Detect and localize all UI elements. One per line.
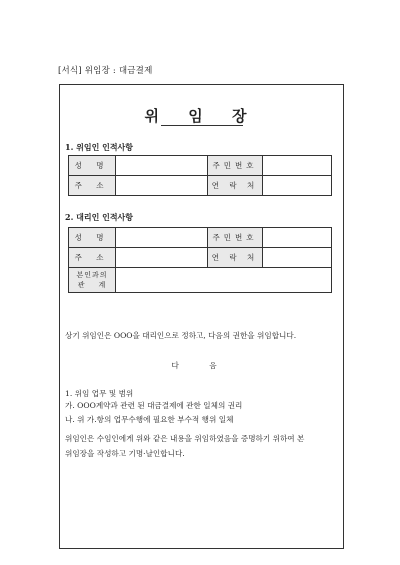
agent-contact-field[interactable] (263, 248, 332, 268)
principal-address-field[interactable] (116, 176, 208, 196)
title-underline (161, 125, 243, 126)
agent-relation-label (69, 268, 116, 293)
principal-section-heading: 1. 위임인 인적사항 (65, 142, 134, 152)
principal-info-table (68, 155, 332, 196)
table-row (69, 228, 332, 248)
agent-info-table (68, 227, 332, 293)
table-row (69, 176, 332, 196)
principal-rrn-field[interactable] (263, 156, 332, 176)
principal-name-field[interactable] (116, 156, 208, 176)
document-title: 위 임 장 (144, 107, 259, 125)
agent-address-label: 주 소 (69, 248, 116, 268)
relation-label-line2: 관 계 (77, 281, 107, 289)
principal-rrn-label: 주민번호 (208, 156, 263, 176)
form-id-label: [서식] 위임장 : 대금결제 (58, 66, 153, 76)
next-heading: 다 음 (171, 361, 231, 370)
agent-address-field[interactable] (116, 248, 208, 268)
agent-section-heading: 2. 대리인 인적사항 (65, 212, 134, 222)
closing-line-2: 위임장을 작성하고 기명·날인합니다. (65, 449, 185, 458)
scope-item-b: 나. 위 가.항의 업무수행에 필요한 부수적 행위 일체 (65, 415, 234, 424)
delegation-statement: 상기 위임인은 OOO을 대리인으로 정하고, 다음의 권한을 위임합니다. (65, 331, 297, 340)
closing-line-1: 위임인은 수임인에게 위와 같은 내용을 위임하였음을 증명하기 위하여 본 (65, 434, 305, 443)
principal-name-label: 성 명 (69, 156, 116, 176)
agent-rrn-label: 주민번호 (208, 228, 263, 248)
relation-label-line1: 본인과의 (76, 271, 108, 279)
table-row (69, 268, 332, 293)
agent-contact-label: 연 락 처 (208, 248, 263, 268)
agent-name-label: 성 명 (69, 228, 116, 248)
agent-rrn-field[interactable] (263, 228, 332, 248)
scope-heading: 1. 위임 업무 및 범위 (65, 389, 134, 398)
principal-address-label: 주 소 (69, 176, 116, 196)
principal-contact-field[interactable] (263, 176, 332, 196)
document-frame (59, 84, 344, 549)
principal-contact-label: 연 락 처 (208, 176, 263, 196)
agent-name-field[interactable] (116, 228, 208, 248)
table-row (69, 156, 332, 176)
agent-relation-field[interactable] (116, 268, 332, 293)
table-row (69, 248, 332, 268)
scope-item-a: 가. OOO계약과 관련 된 대금결제에 관한 일체의 권리 (65, 401, 243, 410)
